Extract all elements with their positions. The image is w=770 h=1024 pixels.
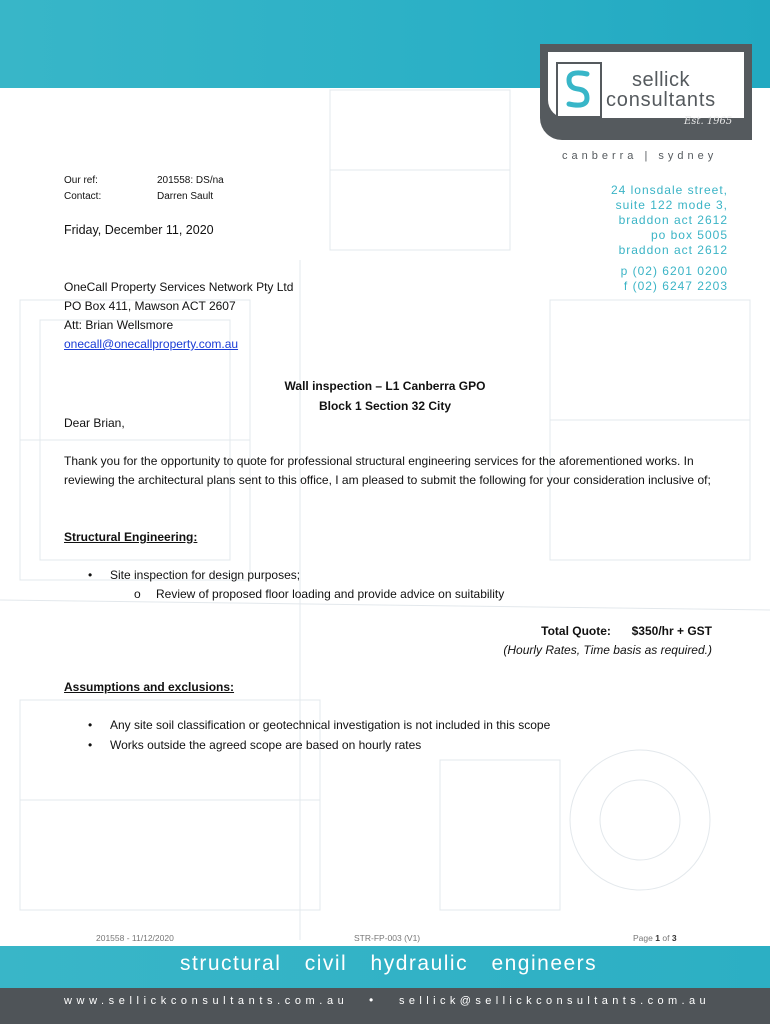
hollow-bullet-icon: o xyxy=(134,587,141,601)
address-line: braddon act 2612 xyxy=(618,213,728,227)
footer-tagline xyxy=(180,952,613,976)
recipient-company: OneCall Property Services Network Pty Ltd xyxy=(64,280,294,294)
recipient-email-link[interactable]: onecall@onecallproperty.com.au xyxy=(64,337,239,351)
recipient-attention: Att: Brian Wellsmore xyxy=(64,318,174,332)
address-line: suite 122 mode 3, xyxy=(615,198,728,212)
recipient-address: PO Box 411, Mawson ACT 2607 xyxy=(64,299,236,313)
footer-doc-ref: 201558 - 11/12/2020 xyxy=(96,933,174,943)
phone-number: p (02) 6201 0200 xyxy=(620,264,728,278)
subject-line2: Block 1 Section 32 City xyxy=(318,399,452,413)
quote-note: (Hourly Rates, Time basis as required.) xyxy=(503,643,712,657)
quote-block xyxy=(503,622,712,660)
tagline-word: hydraulic xyxy=(370,952,469,975)
subject-line1: Wall inspection – L1 Canberra GPO xyxy=(284,379,486,393)
section-heading-structural: Structural Engineering: xyxy=(64,530,198,544)
section-heading-assumptions: Assumptions and exclusions: xyxy=(64,680,235,694)
fax-number: f (02) 6247 2203 xyxy=(623,279,728,293)
quote-value: $350/hr + GST xyxy=(631,624,712,638)
bullet-icon: • xyxy=(88,568,93,582)
office-cities: canberra | sydney xyxy=(562,150,718,162)
footer-form-ref: STR-FP-003 (V1) xyxy=(354,933,421,943)
page-total: 3 xyxy=(671,933,677,943)
quote-label: Total Quote: xyxy=(541,624,611,638)
intro-paragraph: Thank you for the opportunity to quote for professional structural engineering services for the aforementioned works. In reviewing the architectural plans sent to this office, I am pleased to submit the following for your consideration inclusive of; xyxy=(64,454,711,487)
bullet-icon: • xyxy=(88,738,93,752)
contact-value: Darren Sault xyxy=(157,191,214,202)
tagline-word: engineers xyxy=(491,952,598,975)
recipient-block xyxy=(64,278,293,354)
contact-label: Contact: xyxy=(64,191,102,202)
page-current: 1 xyxy=(655,933,660,943)
list-item xyxy=(88,566,301,585)
ref-value: 201558: DS/na xyxy=(157,175,224,186)
tagline-word: structural xyxy=(180,952,282,975)
logo-text-consultants: consultants xyxy=(606,89,716,111)
address-line: braddon act 2612 xyxy=(618,243,728,257)
salutation: Dear Brian, xyxy=(64,416,125,430)
address-line: 24 lonsdale street, xyxy=(610,183,728,197)
page-prefix: Page xyxy=(633,933,653,943)
footer-separator: • xyxy=(369,993,374,1007)
subject-block xyxy=(0,376,770,416)
footer-email-link[interactable]: sellick@sellickconsultants.com.au xyxy=(399,995,711,1007)
office-address xyxy=(611,183,728,258)
logo-established: Est. 1965 xyxy=(684,116,733,127)
list-item xyxy=(88,716,551,735)
sub-list-item xyxy=(134,585,505,604)
list-item-text: Any site soil classification or geotechnical investigation is not included in this scope xyxy=(110,718,551,732)
sub-list-item-text: Review of proposed floor loading and provide advice on suitability xyxy=(156,587,505,601)
list-item-text: Works outside the agreed scope are based on hourly rates xyxy=(110,738,422,752)
page-of: of xyxy=(662,933,670,943)
bullet-icon: • xyxy=(88,718,93,732)
office-contact-numbers xyxy=(621,264,728,294)
address-line: po box 5005 xyxy=(650,228,728,242)
logo-s-icon xyxy=(556,62,602,118)
footer-website-link[interactable]: www.sellickconsultants.com.au xyxy=(64,995,349,1007)
reference-block xyxy=(64,173,224,205)
list-item xyxy=(88,736,422,755)
letter-date: Friday, December 11, 2020 xyxy=(64,223,214,237)
footer-page-number xyxy=(633,933,677,943)
list-item-text: Site inspection for design purposes; xyxy=(110,568,301,582)
logo-text-sellick: sellick xyxy=(632,69,690,91)
tagline-word: civil xyxy=(304,952,348,975)
ref-label: Our ref: xyxy=(64,175,98,186)
